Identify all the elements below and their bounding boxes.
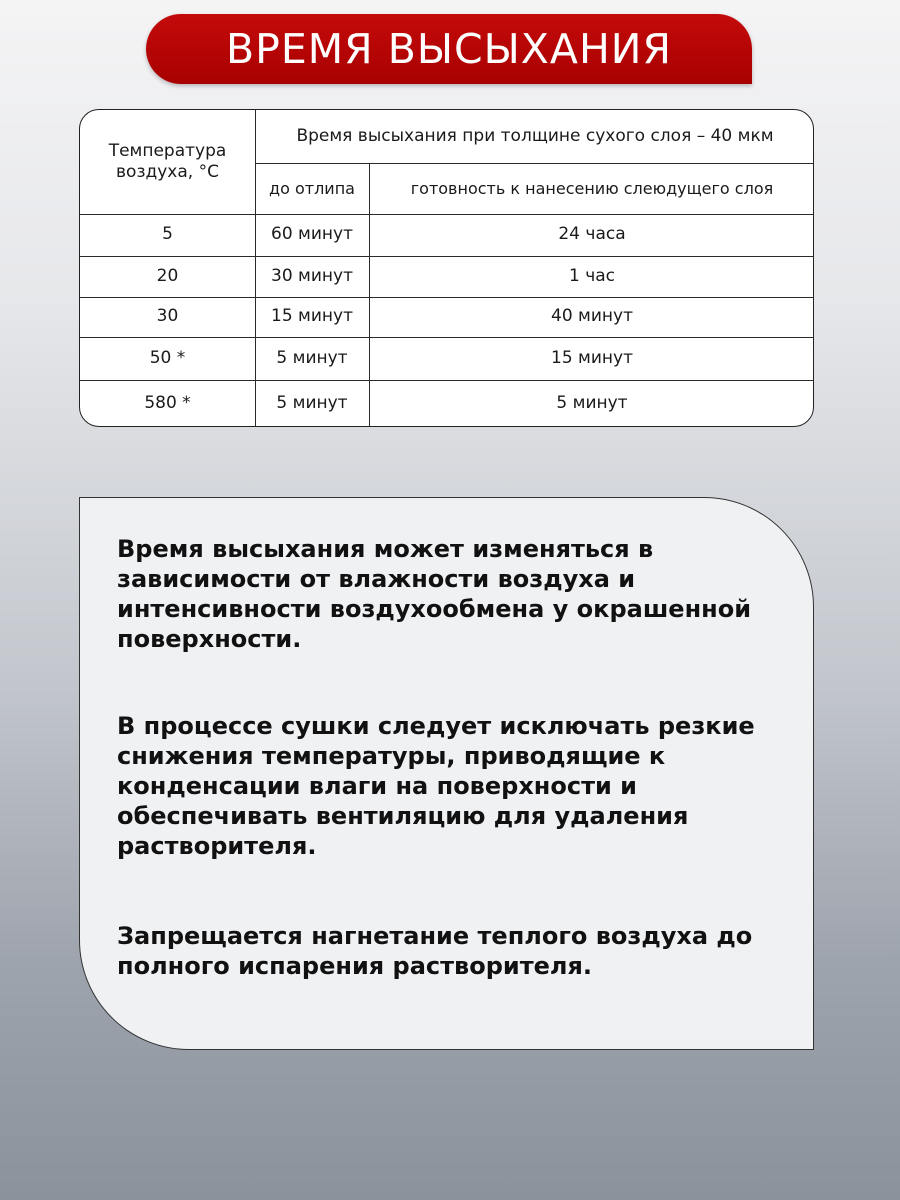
recoat-subheader: готовность к нанесению слеюдущего слоя	[410, 178, 774, 198]
title-banner	[146, 14, 752, 84]
table-row-recoat: 1 час	[568, 265, 616, 286]
table-row-temp: 580 *	[144, 393, 191, 414]
note-warm-air: Запрещается нагнетание теплого воздуха до полного испарения растворителя.	[117, 922, 753, 980]
table-row-tack: 15 минут	[271, 306, 353, 327]
table-row-temp: 5	[162, 224, 173, 245]
table-row-tack: 5 минут	[276, 347, 348, 368]
table-row-tack: 60 минут	[271, 224, 353, 245]
notes-card	[79, 497, 814, 1050]
table-row-temp: 20	[156, 265, 179, 286]
temperature-column-header: Температура воздуха, °С	[108, 140, 227, 182]
page-title: ВРЕМЯ ВЫСЫХАНИЯ	[226, 25, 672, 73]
table-row-recoat: 40 минут	[551, 306, 633, 327]
drying-time-header: Время высыхания при толщине сухого слоя – 40 мкм	[296, 125, 774, 146]
drying-time-table	[79, 109, 814, 427]
table-row-tack: 5 минут	[276, 393, 348, 414]
table-row-recoat: 15 минут	[551, 347, 633, 368]
table-row-recoat: 5 минут	[556, 393, 628, 414]
table-row-temp: 50 *	[149, 347, 186, 368]
note-temperature: В процессе сушки следует исключать резкие снижения температуры, приводящие к конденсации влаги на поверхности и обеспечивать вентиляцию для удаления растворителя.	[117, 712, 755, 860]
note-humidity: Время высыхания может изменяться в зависимости от влажности воздуха и интенсивности воздухообмена у окрашенной поверхности.	[117, 535, 752, 653]
table-row-recoat: 24 часа	[558, 224, 626, 245]
table-row-tack: 30 минут	[271, 265, 353, 286]
tack-free-subheader: до отлипа	[269, 178, 355, 198]
table-row-temp: 30	[156, 306, 179, 327]
